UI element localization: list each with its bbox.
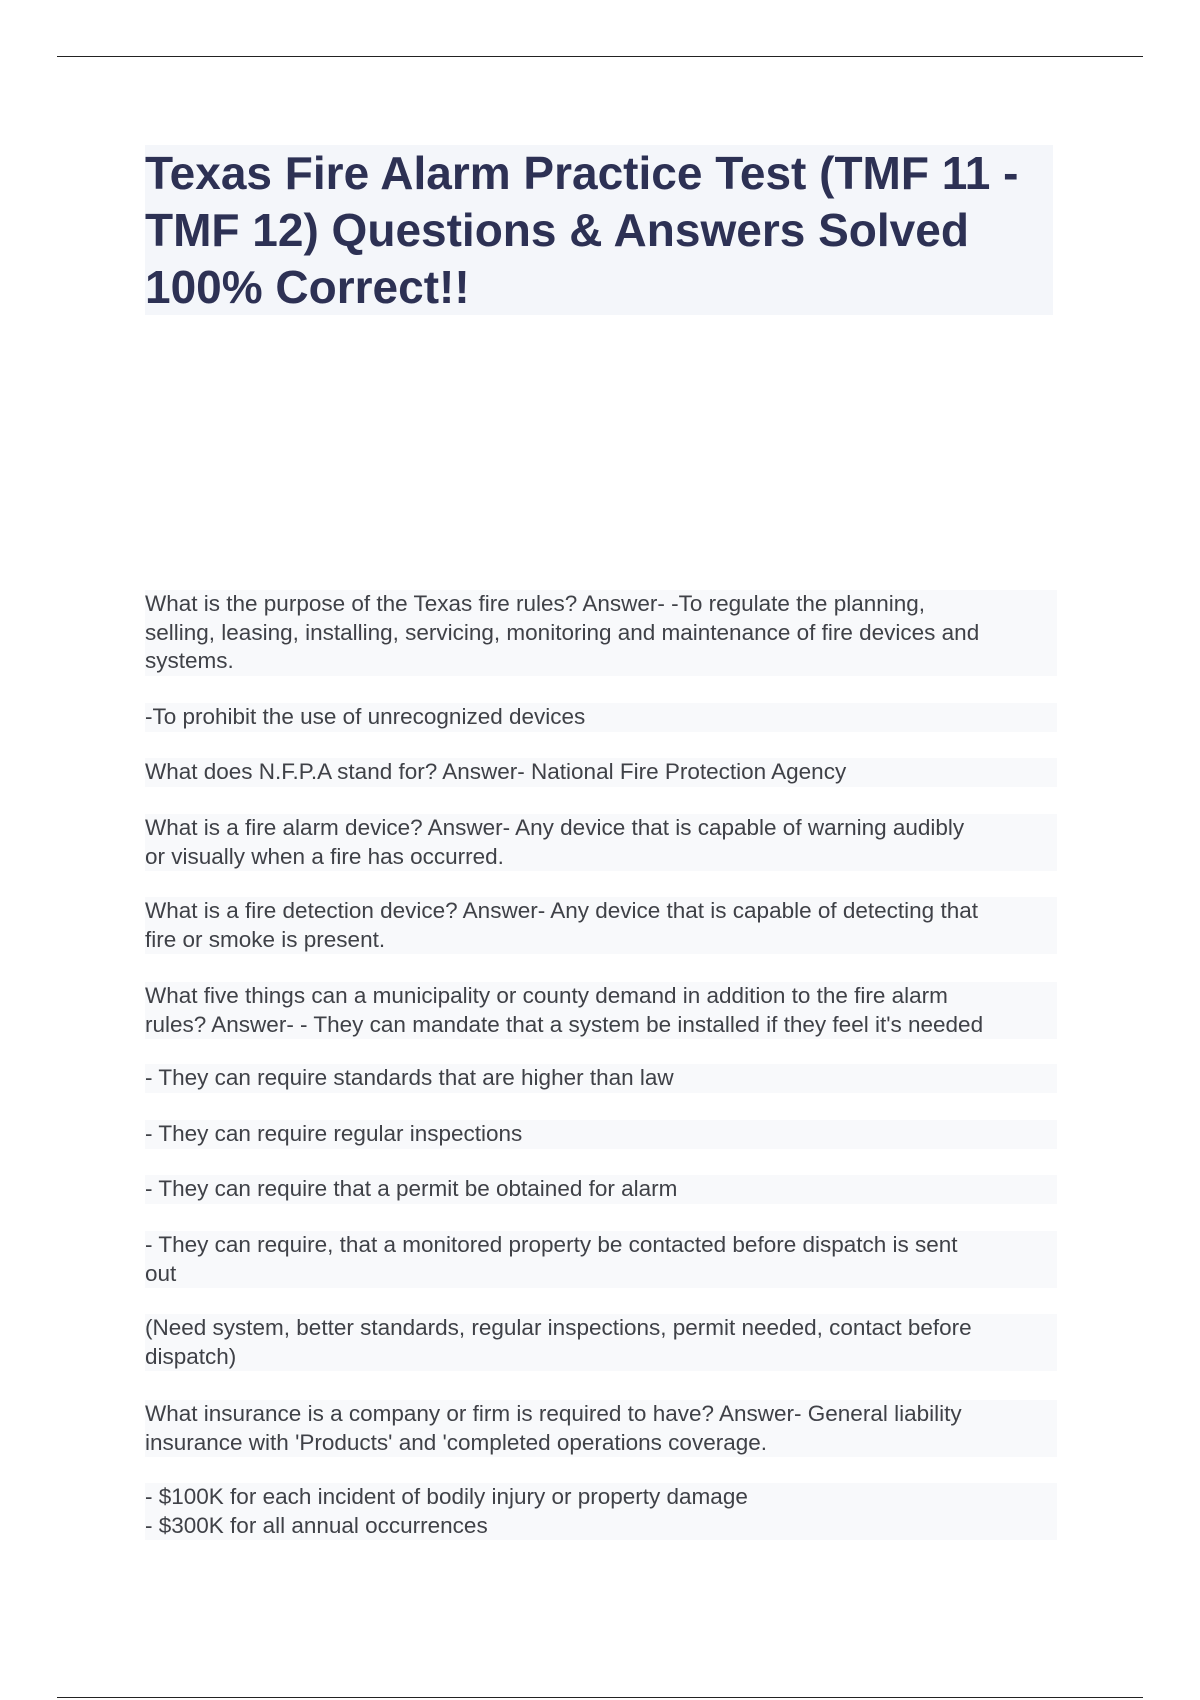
paragraph-purpose <box>145 590 1057 676</box>
paragraph-line: - They can require standards that are higher than law <box>145 1065 674 1090</box>
paragraph-five-things <box>145 982 1057 1039</box>
paragraph-line: What is the purpose of the Texas fire rules? Answer- -To regulate the planning, <box>145 591 926 616</box>
paragraph-summary <box>145 1314 1057 1371</box>
paragraph-alarm-device <box>145 814 1057 871</box>
paragraph-standards <box>145 1064 1057 1093</box>
paragraph-line: or visually when a fire has occurred. <box>145 843 504 869</box>
paragraph-nfpa <box>145 758 1057 787</box>
paragraph-line: What is a fire detection device? Answer- Any device that is capable of detecting that <box>145 898 978 923</box>
paragraph-line: selling, leasing, installing, servicing, monitoring and maintenance of fire devices and <box>145 619 980 645</box>
paragraph-line: - They can require, that a monitored property be contacted before dispatch is sent <box>145 1232 958 1257</box>
paragraph-line: - They can require regular inspections <box>145 1121 523 1146</box>
paragraph-line: (Need system, better standards, regular inspections, permit needed, contact before <box>145 1315 972 1340</box>
paragraph-permit <box>145 1175 1057 1204</box>
title-block <box>145 145 1053 315</box>
paragraph-detection-device <box>145 897 1057 954</box>
paragraph-line: - $300K for all annual occurrences <box>145 1512 488 1538</box>
paragraph-line: systems. <box>145 648 234 673</box>
paragraph-line: out <box>145 1260 177 1286</box>
header-rule <box>57 56 1143 57</box>
paragraph-line: rules? Answer- - They can mandate that a system be installed if they feel it's needed <box>145 1011 984 1037</box>
paragraph-contact <box>145 1231 1057 1288</box>
paragraph-line: What insurance is a company or firm is required to have? Answer- General liability <box>145 1401 962 1426</box>
paragraph-line: What is a fire alarm device? Answer- Any device that is capable of warning audibly <box>145 815 965 840</box>
footer-rule <box>57 1697 1143 1698</box>
document-title: Texas Fire Alarm Practice Test (TMF 11 - TMF 12) Questions & Answers Solved 100% Correct!! <box>145 147 1019 313</box>
paragraph-insurance <box>145 1400 1057 1457</box>
paragraph-line: - They can require that a permit be obtained for alarm <box>145 1176 678 1201</box>
paragraph-line: - $100K for each incident of bodily injury or property damage <box>145 1484 748 1509</box>
paragraph-line: dispatch) <box>145 1343 237 1369</box>
paragraph-line: What does N.F.P.A stand for? Answer- National Fire Protection Agency <box>145 759 847 784</box>
paragraph-inspections <box>145 1120 1057 1149</box>
paragraph-line: What five things can a municipality or county demand in addition to the fire alarm <box>145 983 948 1008</box>
paragraph-prohibit <box>145 703 1057 732</box>
paragraph-line: fire or smoke is present. <box>145 926 386 952</box>
paragraph-line: -To prohibit the use of unrecognized devices <box>145 704 586 729</box>
paragraph-coverage-amounts <box>145 1483 1057 1540</box>
paragraph-line: insurance with 'Products' and 'completed operations coverage. <box>145 1429 767 1455</box>
